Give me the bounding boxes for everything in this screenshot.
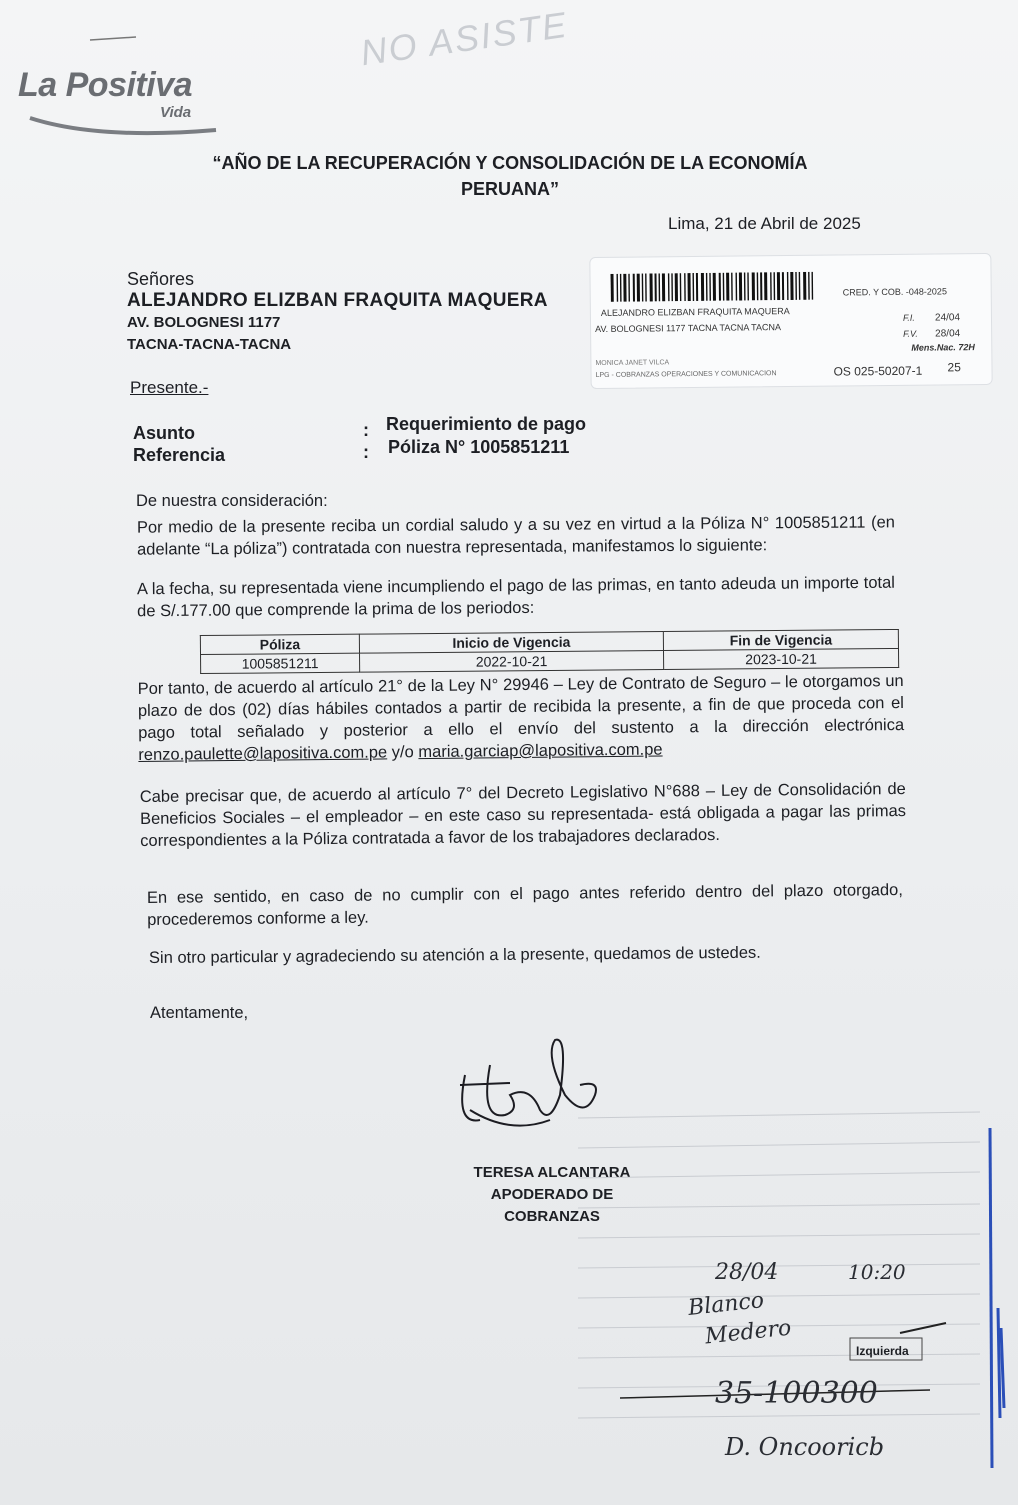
paragraph-5: En ese sentido, en caso de no cumplir con el pago antes referido dentro del plazo otorgado, procederemos conforme a ley. (146, 881, 903, 929)
stamp-bottom-hand: D. Oncooricb (725, 1433, 885, 1461)
asunto-colon: : (363, 420, 369, 440)
table-header-cell: Póliza (200, 634, 359, 654)
paragraph-6: Sin otro particular y agradeciendo su atención a la presente, quedamos de ustedes. (148, 943, 761, 968)
email-connector: y/o (391, 743, 414, 762)
reception-stamp (560, 1108, 1012, 1478)
email-link-2[interactable]: maria.garciap@lapositiva.com.pe (418, 740, 663, 762)
addressee-block (127, 268, 548, 356)
stamp-name-hand-1: Blanco (686, 1288, 766, 1321)
letter-date: Lima, 21 de Abril de 2025 (668, 214, 861, 233)
stamp-date-hand: 28/04 (715, 1260, 779, 1285)
referencia-colon: : (363, 442, 369, 462)
company-logo: La Positiva (18, 66, 193, 104)
addressee-city: TACNA-TACNA-TACNA (127, 336, 292, 353)
stamp-number-hand: 35-100300 (715, 1376, 878, 1411)
table-cell: 2022-10-21 (360, 651, 664, 673)
closing: Atentamente, (150, 1004, 249, 1022)
addressee-street: AV. BOLOGNESI 1177 (127, 314, 281, 331)
staple-mark-icon (88, 34, 138, 44)
label-cred: CRED. Y COB. -048-2025 (842, 286, 947, 298)
label-dept: LPG - COBRANZAS OPERACIONES Y COMUNICACION (595, 370, 777, 380)
table-cell: 2023-10-21 (663, 648, 898, 669)
company-logo-sub: Vida (160, 104, 192, 121)
motto-line-1: “AÑO DE LA RECUPERACIÓN Y CONSOLIDACIÓN DE LA ECONOMÍA (212, 153, 808, 173)
addressee-greeting: Señores (127, 269, 195, 289)
email-link-1[interactable]: renzo.paulette@lapositiva.com.pe (138, 743, 388, 765)
label-fv-value: 28/04 (935, 328, 961, 340)
stamp-time-hand: 10:20 (848, 1260, 906, 1284)
label-fv: F.V. (903, 328, 918, 339)
addressee-name: ALEJANDRO ELIZBAN FRAQUITA MAQUERA (127, 290, 548, 311)
label-fi-value: 24/04 (934, 312, 961, 324)
salutation: De nuestra consideración: (136, 492, 328, 510)
signatory-title: APODERADO DE COBRANZAS (490, 1186, 614, 1225)
table-header-cell: Inicio de Vigencia (359, 632, 663, 654)
stamp-lines-icon (560, 1108, 1012, 1478)
mailing-label (589, 253, 992, 389)
paragraph-2: A la fecha, su representada viene incumpliendo el pago de las primas, en tanto adeuda un importe total de S/.177.00 que comprende la prima de los periodos: (136, 573, 895, 621)
asunto-value: Requerimiento de pago (386, 414, 587, 434)
stamp-side-label: Izquierda (856, 1344, 909, 1358)
paragraph-4: Cabe precisar que, de acuerdo al artículo 7° del Decreto Legislativo N°688 – Ley de Consolidación de Beneficios Sociales – el empleador – en este caso su representada- está obligada a pagar las primas correspondientes a la Póliza contratada a favor de los trabajadores declarados. (139, 779, 907, 851)
logo-swoosh-icon (28, 110, 218, 140)
paragraph-1: Por medio de la presente reciba un cordial saludo y a su vez en virtud a la Póliza N° 1005851211 (en adelante “La póliza”) contratada con nuestra representada, manifestamos lo siguiente: (136, 513, 895, 559)
label-mens: Mens.Nac. 72H (911, 342, 975, 353)
label-agent: MONICA JANET VILCA (595, 359, 670, 368)
label-fi: F.I. (902, 312, 915, 323)
asunto-label: Asunto (133, 423, 195, 443)
label-os: OS 025-50207-1 (833, 363, 923, 379)
barcode-icon (610, 272, 816, 302)
presente-label: Presente.- (130, 378, 209, 397)
label-address: AV. BOLOGNESI 1177 TACNA TACNA TACNA (595, 322, 782, 335)
stamp-name-hand-2: Medero (703, 1315, 793, 1350)
label-os-num: 25 (947, 360, 961, 375)
referencia-label: Referencia (133, 445, 226, 465)
table-header-cell: Fin de Vigencia (663, 629, 898, 650)
signatory-name: TERESA ALCANTARA (473, 1164, 631, 1181)
label-name: ALEJANDRO ELIZBAN FRAQUITA MAQUERA (600, 306, 790, 318)
periods-table (200, 629, 899, 674)
paragraph-3 (138, 670, 905, 766)
year-motto (150, 150, 870, 202)
referencia-value: Póliza N° 1005851211 (388, 437, 570, 457)
faint-stamp: NO ASISTE (358, 3, 571, 74)
motto-line-2: PERUANA” (460, 179, 559, 199)
table-cell: 1005851211 (201, 653, 360, 673)
paragraph-3-text: Por tanto, de acuerdo al artículo 21° de la Ley N° 29946 – Ley de Contrato de Seguro – le otorgamos un plazo de dos (02) días hábiles contados a partir de recibida la presente, a fin de que proceda con el pago total señalado y posterior a ello el envío del sustento a la dirección electrónica (137, 671, 905, 743)
